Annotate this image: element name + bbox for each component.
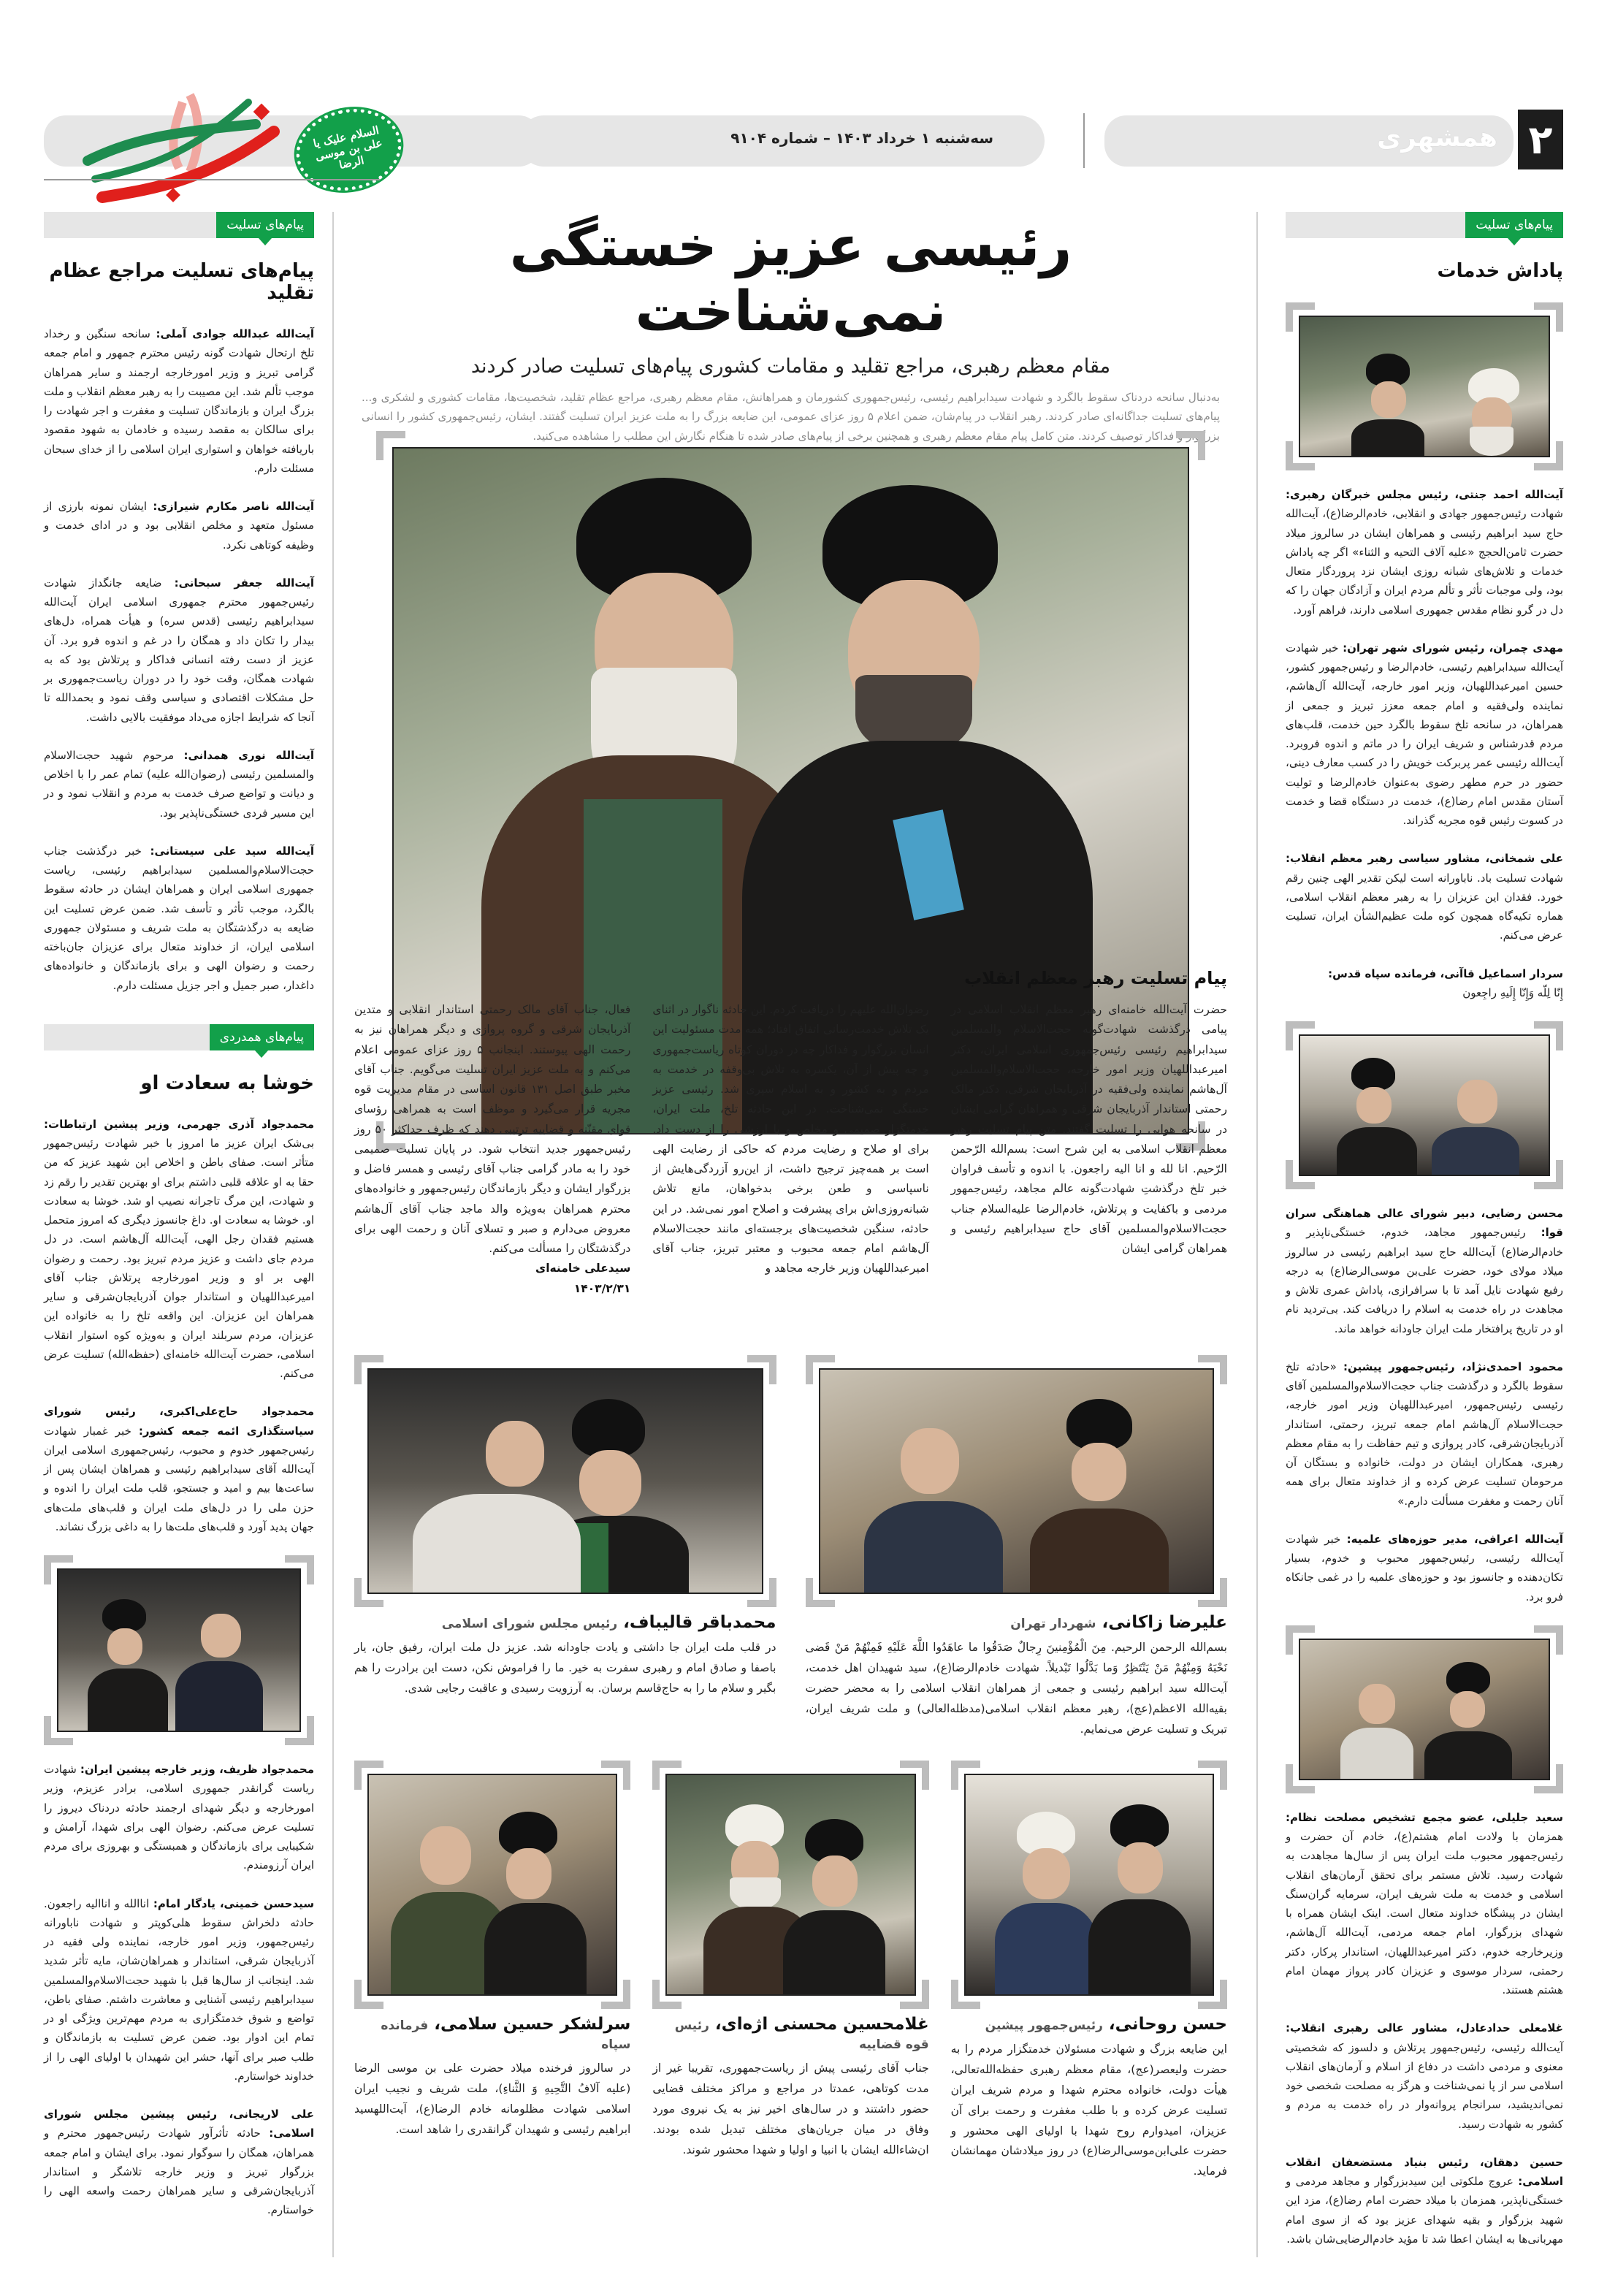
emblem-text: السلام علیک یا علی بن موسی الرضا [312,123,384,172]
official-name [354,2015,630,2053]
message-text: ایشان نمونه بارزی از مسئول متعهد و مخلص انقلابی بود و در ادای خدمت و وظیفه کوتاهی نکرد. [44,500,314,552]
official-message: در قلب ملت ایران جا داشتی و یادت جاودانه شد. عزیز دل ملت ایران، رفیق جان، یار باصفا و صادق امام و رهبری سفرت به خیر. ما را فراموش نکن، دست این برادرت را هم بگیر و سلام ما را به حاج‌قاسم برسان. به آرزویت رسیدی و عاقبت رجایی شدی. [354,1641,776,1695]
message-text: شهادت تسلیت باد. ناباورانه است لیکن تقدیر الهی چنین رقم خورد. فقدان این عزیزان را به رهبر معظم انقلاب اسلامی، هماره تکیه‌گاه همچون کوه ملت عظیم‌الشأن ایران، تسلیت عرض می‌کنم. [1286,871,1563,942]
photo-image [964,1774,1214,1996]
official-message: بسم‌الله الرحمن الرحیم. مِنَ الْمُؤْمِنینَ رِجالٌ صَدَقُوا ما عاهَدُوا اللَّهَ عَلَیْهِ فَمِنْهُمْ مَنْ قَضی نَحْبَهُ وَمِنْهُمْ مَنْ یَنْتَظِرُ وَما بَدَّلُوا تَبْدیلاً. شهادت خادم‌الرضا(ع)، سید شهیدان اهل خدمت، آیت‌الله سید ابراهیم رئیسی و جمعی از همراهان انقلاب اسلامی را به محضر حضرت بقیه‌الله الاعظم(عج)، رهبر معظم انقلاب اسلامی(مدظله‌العالی) و ملت شریف ایران، تبریک و تسلیت عرض می‌نمایم. [805,1641,1227,1736]
photo-image [1299,1639,1550,1780]
sympathy-message [44,2105,314,2220]
official-card [806,1355,1228,1739]
role-text: رئیس‌جمهور پیشین [985,2018,1103,2033]
message-author: محمدجواد ظریف، وزیر خارجه پیشین ایران: [80,1763,314,1776]
photo-ghalibaf-raisi [354,1355,776,1607]
condolence-message [1286,638,1563,831]
message-author: محسن رضایی، دبیر شورای عالی هماهنگی سران قوا: [1286,1207,1563,1240]
leader-message-text: فعال، جناب آقای مالک رحمتی استاندار انقلابی و متدین آذربایجان شرقی و گروه پروازی و دیگر همراهان نیز به رحمت الهی پیوستند. اینجانب ۵ روز عزای عمومی اعلام می‌کنم و به ملت عزیز ایران تسلیت می‌گویم. جناب آقای مخبر طبق اصل ۱۳۱ قانون اساسی در مقام مدیریت قوه مجریه قرار می‌گیرد و موظف است به همراهی رؤسای قوای مقنّنه و قضاییه ترتیبی دهند که ظرف حداکثر ۵۰ روز رئیس‌جمهور جدید انتخاب شود. در پایان تسلیت صمیمی خود را به مادر گرامی جناب آقای رئیسی و همسر فاضل و بزرگوار ایشان و دیگر بازماندگان رئیس‌جمهور و خانواده‌های محترم همراهان به‌ویژه والد ماجد جناب آقای آل‌هاشم معروض می‌دارم و صبر و تسلای آنان و رحمت الهی برای درگذشتگان را مسألت می‌کنم. [354,1003,631,1256]
message-text: ضایعه جانگداز شهادت رئیس‌جمهور محترم جمهوری اسلامی ایران آیت‌الله سیدابراهیم رئیسی (قدس سره) و هیأت همراه، دل‌های بیدار را تکان داد و همگان را در غم و اندوه فرو برد. آن عزیز از دست رفته انسانی فداکار و پرتلاش بود که به شهادت همگان، وقت خود را در دوران ریاست‌جمهوری بر حل مشکلات اقتصادی و سیاسی وقف نمود و بحمدالله تا آنجا که شرایط اجازه می‌داد موفقیت بالایی داشت. [44,576,314,724]
signature: سیدعلی خامنه‌ای [535,1262,631,1275]
marja-message [44,573,314,727]
message-text: خبر غمبار شهادت رئیس‌جمهور خدوم و محبوب، رئیس‌جمهوری اسلامی ایران آیت‌الله آقای سیدابراهیم رئیسی و همراهان ایشان پس از ساعت‌ها بیم و امید و جستجو، قلب ملت ایران را اندوه و حزن ملی را در دل‌های ملت ایران و قلب‌های ملت‌های جهان پدید آورد و قلب‌های ملت‌ها را به داغی بزرگ نشاند. [44,1424,314,1533]
photo-rouhani-raisi [951,1761,1227,2009]
message-text: بی‌شک ایران عزیز ما امروز با خبر شهادت رئیس‌جمهور متأثر است. صفای باطن و اخلاص این شهید عزیز که من حقا به او علاقه قلبی داشتم برای او بهترین تقدیر را رقم زد و شهادت، این مرگ تاجرانه نصیب او شد. خوشا به سعادت او. خوشا به سعادت او. داغ جانسوز دیگری که امروز متحمل هستیم فقدان رجل الهی، آیت‌الله آل‌هاشم است. در دل مردم جای داشت و عزیز مردم تبریز بود. رحمت و رضوان الهی بر او و وزیر امورخارجه پرتلاش جناب آقای امیرعبداللهیان و استاندار جوان آذربایجان‌شرقی و سایر همراهان این عزیزان. این واقعه تلخ را به خانواده این عزیزان، مردم سربلند ایران و به‌ویژه کوه استوار انقلاب اسلامی، حضرت آیت‌الله خامنه‌ای (حفظه‌الله) تسلیت عرض می‌کنم. [44,1137,314,1380]
masthead-divider [1083,113,1085,168]
message-author: علی لاریجانی، رئیس پیشین مجلس شورای اسلامی: [44,2108,314,2140]
message-author: سیدحسن خمینی، یادگار امام: [153,1896,314,1910]
photo-zarif-raisi [44,1555,314,1745]
name-text: غلامحسین محسنی اژه‌ای، [714,2015,929,2034]
role-text: فرمانده سپاه [381,2018,631,2052]
marja-message [44,497,314,554]
newspaper-logo: همشهری [1377,123,1497,153]
condolence-message [1286,1808,1563,2000]
headline: رئیسی عزیز خستگی نمی‌شناخت [509,213,1072,343]
signature-date: ۱۴۰۳/۲/۳۱ [573,1281,631,1295]
section-title: پاداش خدمات [1437,260,1563,282]
message-author: حسین دهقان، رئیس بنیاد مستضعفان انقلاب اسلامی: [1286,2155,1563,2188]
section-title: خوشا به سعادت او [140,1072,314,1094]
message-text: خبر درگذشت جناب حجت‌الاسلام‌والمسلمین سیدابراهیم رئیسی، ریاست جمهوری اسلامی ایران و همراهان ایشان در حادثه سقوط بالگرد، موجب تأثر و تأسف شد. ضمن عرض تسلیت این ضایعه به درگذشتگان به ملت شریف و مسئولان جمهوری اسلامی ایران، از خداوند متعال برای عزیزان جان‌باخته رحمت و رضوان الهی و برای بازماندگان و خانواده‌های داغدار، صبر جمیل و اجر جزیل مسئلت دارم. [44,844,314,992]
message-author: غلامعلی حدادعادل، مشاور عالی رهبری انقلاب: [1286,2021,1563,2035]
condolence-message [1286,964,1563,1003]
photo-jannati-raisi [1286,302,1563,470]
marja-message [44,746,314,823]
message-author: سردار اسماعیل قاآنی، فرمانده سپاه قدس: [1328,966,1563,980]
message-author: آیت‌الله احمد جنتی، رئیس مجلس خبرگان رهبری: [1286,488,1563,501]
message-text: مرحوم شهید حجت‌الاسلام والمسلمین رئیسی (رضوان‌الله علیه) تمام عمر را با اخلاص و دیانت و تواضع صرف خدمت به مردم و انقلاب نمود و در این مسیر فردی خستگی‌ناپذیر بود. [44,748,314,820]
imam-reza-emblem-icon [289,99,409,200]
official-message: این ضایعه بزرگ و شهادت مسئولان خدمتگزار مردم را به حضرت ولیعصر(عج)، مقام معظم رهبری حفظه‌الله‌تعالی، هیأت دولت، خانواده محترم شهدا و مردم شریف ایران تسلیت عرض کرده و با طلب مغفرت و رحمت برای آن عزیزان، امیدوارم روح شهدا با اولیای الهی محشور و حضرت علی‌ابن‌موسی‌الرضا(ع) در روز میلادشان مهمانشان فرماید. [950,2043,1227,2178]
condolence-message [1286,485,1563,619]
photo-rezaei-raisi [1286,1021,1563,1189]
official-message: در سالروز فرخنده میلاد حضرت علی بن موسی الرضا (علیه آلافُ التَّحِیهِ وَ الثَّناءِ)، ملت شریف و نجیب ایران اسلامی شهادت مظلومانه خادم الرضا(ع)، آیت‌اللهسید ابراهیم رئیسی و شهیدان گرانقدری را شاهد است. [354,2062,631,2136]
issue-date-number: سه‌شنبه ۱ خرداد ۱۴۰۳ – شماره ۹۱۰۴ [730,129,993,147]
message-author: آیت‌الله نوری همدانی: [183,748,314,762]
message-author: آیت‌الله عبدالله جوادی آملی: [156,327,314,340]
official-name [806,1613,1228,1632]
role-text: رئیس قوه قضاییه [674,2018,929,2052]
lede-paragraph: به‌دنبال سانحه دردناک سقوط بالگرد و شهادت سیدابراهیم رئیسی، رئیس‌جمهوری کشورمان و همراهانش، مقام معظم رهبری، مراجع عظام تقلید، شخصیت‌ها، مقامات کشوری و لشکری و... پیام‌های تسلیت جداگانه‌ای صادر کردند. رهبر انقلاب در پیام‌شان، ضمن اعلام ۵ روز عزای عمومی، این ضایعه بزرگ را به ملت عزیز ایران تسلیت گفتند. ایشان، رئیس‌جمهوری کشور را انسانی بزرگوار و فداکار توصیف کردند. متن کامل پیام مقام معظم رهبری و همچنین برخی از پیام‌های صادر شده تا هنگام نگارش این مطلب را مشاهده می‌کنید. [362,391,1221,443]
message-text: سانحه سنگین و رخداد تلخ ارتحال شهادت گونه رئیس محترم جمهور و امام جمعه گرامی تبریز و وزیر امورخارجه ارجمند و سایر همراهان موجب تألم شد. این مصیبت را به رهبر معظم انقلاب و ملت بزرگ ایران و بازماندگان تسلیت و مغفرت و اجر شهادت را برای سالکان به مقصد رسیده و خادمان به شهود مقصود باریافته خواهان و استواری ایران اسلامی را از خدای سبحان مسئلت دارم. [44,327,314,475]
message-author: محمدجواد آذری جهرمی، وزیر پیشین ارتباطات: [44,1117,314,1131]
condolence-message [1286,1530,1563,1606]
sympathy-message [44,1115,314,1384]
name-text: سرلشکر حسین سلامی، [434,2015,631,2034]
shahid-jomhour-calligraphy-icon [73,80,285,205]
photo-image [367,1368,763,1594]
masthead-rule [44,179,380,180]
page-number: ۲ [1518,110,1563,169]
leader-message-col-1: حضرت آیت‌الله خامنه‌ای رهبر معظم انقلاب اسلامی در پیامی درگذشت شهادت‌گونه حجت‌الاسلام والمسلمین سیدابراهیم رئیسی رئیس‌جمهوری اسلامی ایران، دکتر امیرعبداللهیان وزیر امور خارجه، حجت‌الاسلام‌والمسلمین آل‌هاشم نماینده ولی‌فقیه در آذربایجان شرقی، دکتر مالک رحمتی استاندار آذربایجان شرقی و همراهان گرامی ایشان در سانحه هوایی را تسلیت گفتند. متن پیام تسلیت رهبر معظم انقلاب اسلامی به این شرح است: بسم‌الله الرّحمن الرّحیم. انا لله و انا الیه راجعون. با اندوه و تأسف فراوان خبر تلخ درگذشتِ شهادت‌گونه عالم مجاهد، رئیس‌جمهور مردمی و باکفایت و پرتلاش، خادم‌الرضا علیه‌السلام جناب حجت‌الاسلام‌والمسلمین آقای حاج سیدابراهیم رئیسی و همراهان گرامی ایشان [950,1003,1227,1256]
name-text: علیرضا زاکانی، [1102,1613,1227,1632]
photo-image [57,1568,301,1732]
section-tab-condolences [44,212,314,238]
official-card [951,1761,1227,2182]
official-message: جناب آقای رئیسی پیش از ریاست‌جمهوری، تقریبا غیر از مدت کوتاهی، عمدتا در مراجع و مراکز مختلف قضایی حضور داشتند و در سال‌های اخیر نیز به یک نیروی مورد وفاق در میان جریان‌های مختلف تبدیل شده بودند. ان‌شاءالله ایشان با انبیا و اولیا و شهدا محشور شوند. [652,2062,929,2156]
official-name [354,1613,776,1632]
official-card [354,1355,776,1739]
section-tab-sympathy [44,1024,314,1050]
photo-image [665,1774,915,1996]
message-text: عروج ملکوتی این سیدبزرگوار و مجاهد مردمی و خستگی‌ناپذیر، همزمان با میلاد حضرت امام رضا(ع)، مزد این شهید بزرگوار و بقیه شهدای عزیز بود که از سوی امام مهربانی‌ها به ایشان اعطا شد تا مؤید خادم‌الرضایی‌شان باشد. [1286,2175,1563,2246]
marja-message [44,324,314,478]
official-card [354,1761,630,2182]
official-name [652,2015,928,2053]
leader-message-col-3 [354,1000,630,1299]
condolence-message [1286,2018,1563,2134]
message-author: سعید جلیلی، عضو مجمع تشخیص مصلحت نظام: [1286,1810,1563,1824]
sympathy-message [44,1760,314,1875]
section-title: پیام‌های تسلیت مراجع عظام تقلید [49,260,314,304]
message-text: حادثه تأثرآور شهادت رئیس‌جمهور محترم و همراهان، همگان را سوگوار نمود. برای ایشان و امام جمعه بزرگوار تبریز و وزیر خارجه تلاشگر و استاندار آذربایجان‌شرقی و سایر همراهان رحمت واسعه الهی را خواستارم. [44,2127,314,2217]
message-author: علی شمخانی، مشاور سیاسی رهبر معظم انقلاب: [1286,852,1563,866]
condolence-message [1286,1204,1563,1338]
right-column-condolences [1286,212,1563,2268]
message-text: آیت‌الله رئیسی، رئیس‌جمهور پرتلاش و دلسوز که شخصیتی معنوی و مردمی داشت در دفاع از اسلام و آرمان‌های انقلاب اسلامی سر از پا نمی‌شناخت و هرگز به مصلحت شخصی خود نمی‌اندیشید، سرانجام پروانه‌وار در راه خدمت به مردم و کشور به شهادت رسید. [1286,2040,1563,2131]
message-text: شهادت ریاست گرانقدر جمهوری اسلامی، برادر عزیزم، وزیر امورخارجه و دیگر شهدای ارجمند حادثه دردناک دیروز را تسلیت عرض می‌کنم. رضوان الهی برای شهدا، آرامش و شکیبایی برای بازماندگان و همبستگی و بهروزی برای مردم ایران آرزومندم. [44,1763,314,1872]
photo-zakani-raisi [806,1355,1228,1607]
message-text: خبر شهادت آیت‌الله سیدابراهیم رئیسی، خادم‌الرضا و رئیس‌جمهور کشور، حسین امیرعبداللهیان، وزیر امور خارجه، آیت‌الله آل‌هاشم، نماینده ولی‌فقیه و امام جمعه معزز تبریز و جمعی از همراهان، در سانحه تلخ سقوط بالگرد حین خدمت، قلب‌های مردم قدرشناس و شریف ایران را در ماتم و اندوه فروبرد. آیت‌الله رئیسی عمر پربرکت خویش را در کسب معارف دینی، حضور در حرم مطهر رضوی به‌عنوان خادم‌الرضا و تولیت آستان مقدس امام رضا(ع)، خدمت در دستگاه قضا و خدمت در کسوت رئیس قوه مجریه گذراند. [1286,641,1563,827]
message-author: آیت‌الله ناصر مکارم شیرازی: [153,500,315,513]
name-text: حسن روحانی، [1108,2015,1227,2034]
official-cards-row-2 [354,1761,1227,2182]
main-story [354,212,1227,2257]
photo-image [367,1774,617,1996]
role-text: شهردار تهران [1010,1617,1096,1631]
official-name [951,2015,1227,2034]
message-author: آیت‌الله سید علی سیستانی: [150,844,314,858]
message-text: شهادت رئیس‌جمهور جهادی و انقلابی، خادم‌الرضا(ع)، آیت‌الله حاج سید ابراهیم رئیسی و همراهان ایشان در سالروز میلاد حضرت ثامن‌الحجج «علیه آلاف التحیه و الثناء» اگر چه پاداش خدمات و تلاش‌های شبانه روزی ایشان نزد پروردگار متعال بود، ولی موجبات تأثر و تألم مردم ایران و آزادگان جهان را که دل در گرو نظام مقدس جمهوری اسلامی دارند، فراهم آورد. [1286,507,1563,617]
sympathy-message [44,1894,314,2086]
left-column-marja-sympathy [44,212,314,2239]
condolence-message [1286,2153,1563,2249]
photo-image [1299,1034,1550,1176]
message-author: مهدی چمران، رئیس شورای شهر تهران: [1343,641,1563,655]
leader-message-title: پیام تسلیت رهبر معظم انقلاب [964,968,1227,988]
section-tab-label: پیام‌های تسلیت [216,212,314,238]
message-text: «حادثه تلخ سقوط بالگرد و درگذشت جناب حجت‌الاسلام‌والمسلمین آقای رئیسی رئیس‌جمهور، امیرعبداللهیان وزیر امور خارجه، حجت‌الاسلام آل‌هاشم امام جمعه تبریز، رحمتی، استاندار آذربایجان‌شرقی، کادر پروازی و تیم حفاظت را به مقام معظم رهبری، همکاران ایشان در دولت، خانواده و بستگان آن مرحومان تسلیت عرض کرده و از خداوند متعال برای همه آنان رحمت و مغفرت مسألت دارم.» [1286,1359,1563,1508]
message-text: إِنّا لِلّه وَإِنّا إِلَیهِ راجِعون [1462,985,1563,999]
leader-message-col-2: رضوان‌الله علیهم را دریافت کردم. این حادثه ناگوار در اثنای یک تلاش خدمت‌رسانی اتفاق افتاد؛ همه مدت مسئولیت این انسان بزرگوار و فداکار چه در دوران کوتاه ریاست‌جمهوری و چه پیش از آن، یکسره به تلاش بی‌وقفه در خدمت به مردم و به کشور و به اسلام سپری شد. رئیسی عزیز خستگی نمی‌شناخت. در این حادثه تلخ، ملت ایران، خدمتگزار صمیمی و مخلص و با ارزشی را از دست داد. برای او صلاح و رضایت مردم که حاکی از رضایت الهی است بر همه‌چیز ترجیح داشت، از این‌رو آزردگی‌هایش از ناسپاسی و طعن برخی بدخواهان، مانع تلاش شبانه‌روزی‌اش برای پیشرفت و اصلاح امور نمی‌شد. در این حادثه، سنگین شخصیت‌های برجسته‌ای مانند حجت‌الاسلام آل‌هاشم امام جمعه محبوب و معتبر تبریز، جناب آقای امیرعبداللهیان وزیر خارجه مجاهد و [652,1003,929,1275]
message-text: اناالله و اناالیه راجعون. حادثه دلخراش سقوط هلی‌کوپتر و شهادت ناباورانه رئیس‌جمهور، وزیر امور خارجه، نماینده ولی فقیه در آذربایجان شرقی، استاندار و همراهان‌شان، مایه تأثر شدید شد. اینجانب از سال‌ها قبل با شهید حجت‌الاسلام‌والمسلمین سیدابراهیم رئیسی آشنایی و معاشرت داشتم. صفای باطن، تواضع و شوق خدمتگزاری به مردم مهم‌ترین ویژگی او در تمام این ادوار بود. ضمن عرض تسلیت به بازماندگان و طلب صبر برای آنها، حشر این شهیدان با اولیای الهی را از خداوند خواستارم. [44,1896,314,2083]
message-text: خبر شهادت آیت‌الله رئیسی، رئیس‌جمهور محبوب و خدوم، بسیار تکان‌دهنده و جانسوز بود و حوزه‌های علمیه را در غمی جانکاه فرو برد. [1286,1532,1563,1603]
message-author: آیت‌الله جعفر سبحانی: [174,576,314,590]
column-rule-left [332,212,334,2257]
condolence-message [1286,1357,1563,1511]
official-card [652,1761,928,2182]
photo-image [1299,316,1550,457]
photo-image [819,1368,1215,1594]
leader-message-columns [354,1000,1227,1299]
photo-jalili-raisi [1286,1625,1563,1793]
message-author: محمود احمدی‌نژاد، رئیس‌جمهور پیشین: [1343,1359,1563,1373]
subheadline: مقام معظم رهبری، مراجع تقلید و مقامات کشوری پیام‌های تسلیت صادر کردند [470,355,1111,378]
section-tab-condolences [1286,212,1563,238]
sympathy-message [44,1402,314,1536]
section-tab-label: پیام‌های تسلیت [1465,212,1563,238]
section-tab-label: پیام‌های همدردی [210,1024,314,1050]
column-rule-right [1256,212,1258,2257]
masthead [44,110,1563,172]
message-text: رئیس‌جمهور مجاهد، خدوم، خستگی‌ناپذیر و خادم‌الرضا(ع) آیت‌الله حاج سید ابراهیم رئیسی در سالروز میلاد مولای خود، حضرت علی‌بن موسی‌الرضا(ع) به درجه رفیع شهادت نایل آمد تا با سرافرازی، پاداش عمری تلاش و مجاهدت در راه خدمت به اسلام را دریافت کند. بی‌تردید نام او در تاریخ پرافتخار ملت ایران جاودانه خواهد ماند. [1286,1226,1563,1335]
marja-message [44,842,314,995]
name-text: محمدباقر قالیباف، [623,1613,776,1632]
message-text: همزمان با ولادت امام هشتم(ع)، خادم آن حضرت و رئیس‌جمهور محبوب ملت ایران پس از سال‌ها مجاهدت به شهادت رسید. تلاش مستمر برای تحقق آرمان‌های انقلاب اسلامی و خدمت به ملت شریف ایران، سرمایه گران‌سنگ ایشان در پیشگاه خداوند متعال است. اینک ایشان همراه با شهدای بزرگوار، امام جمعه مردمی، آیت‌الله آل‌هاشم، وزیرخارجه خدوم، دکتر امیرعبداللهیان، استاندار پرکار، دکتر رحمتی، سردار موسوی و عزیزان کادر پرواز مهمان امام هشتم هستند. [1286,1830,1563,1996]
photo-salami-raisi [354,1761,630,2009]
role-text: رئیس مجلس شورای اسلامی [441,1617,618,1631]
condolence-message [1286,849,1563,945]
photo-ejei-raisi [652,1761,928,2009]
message-author: آیت‌الله اعرافی، مدیر حوزه‌های علمیه: [1346,1532,1563,1546]
message-author: محمدجواد حاج‌علی‌اکبری، رئیس شورای سیاستگذاری ائمه جمعه کشور: [44,1405,314,1438]
official-cards-row-1 [354,1355,1227,1739]
